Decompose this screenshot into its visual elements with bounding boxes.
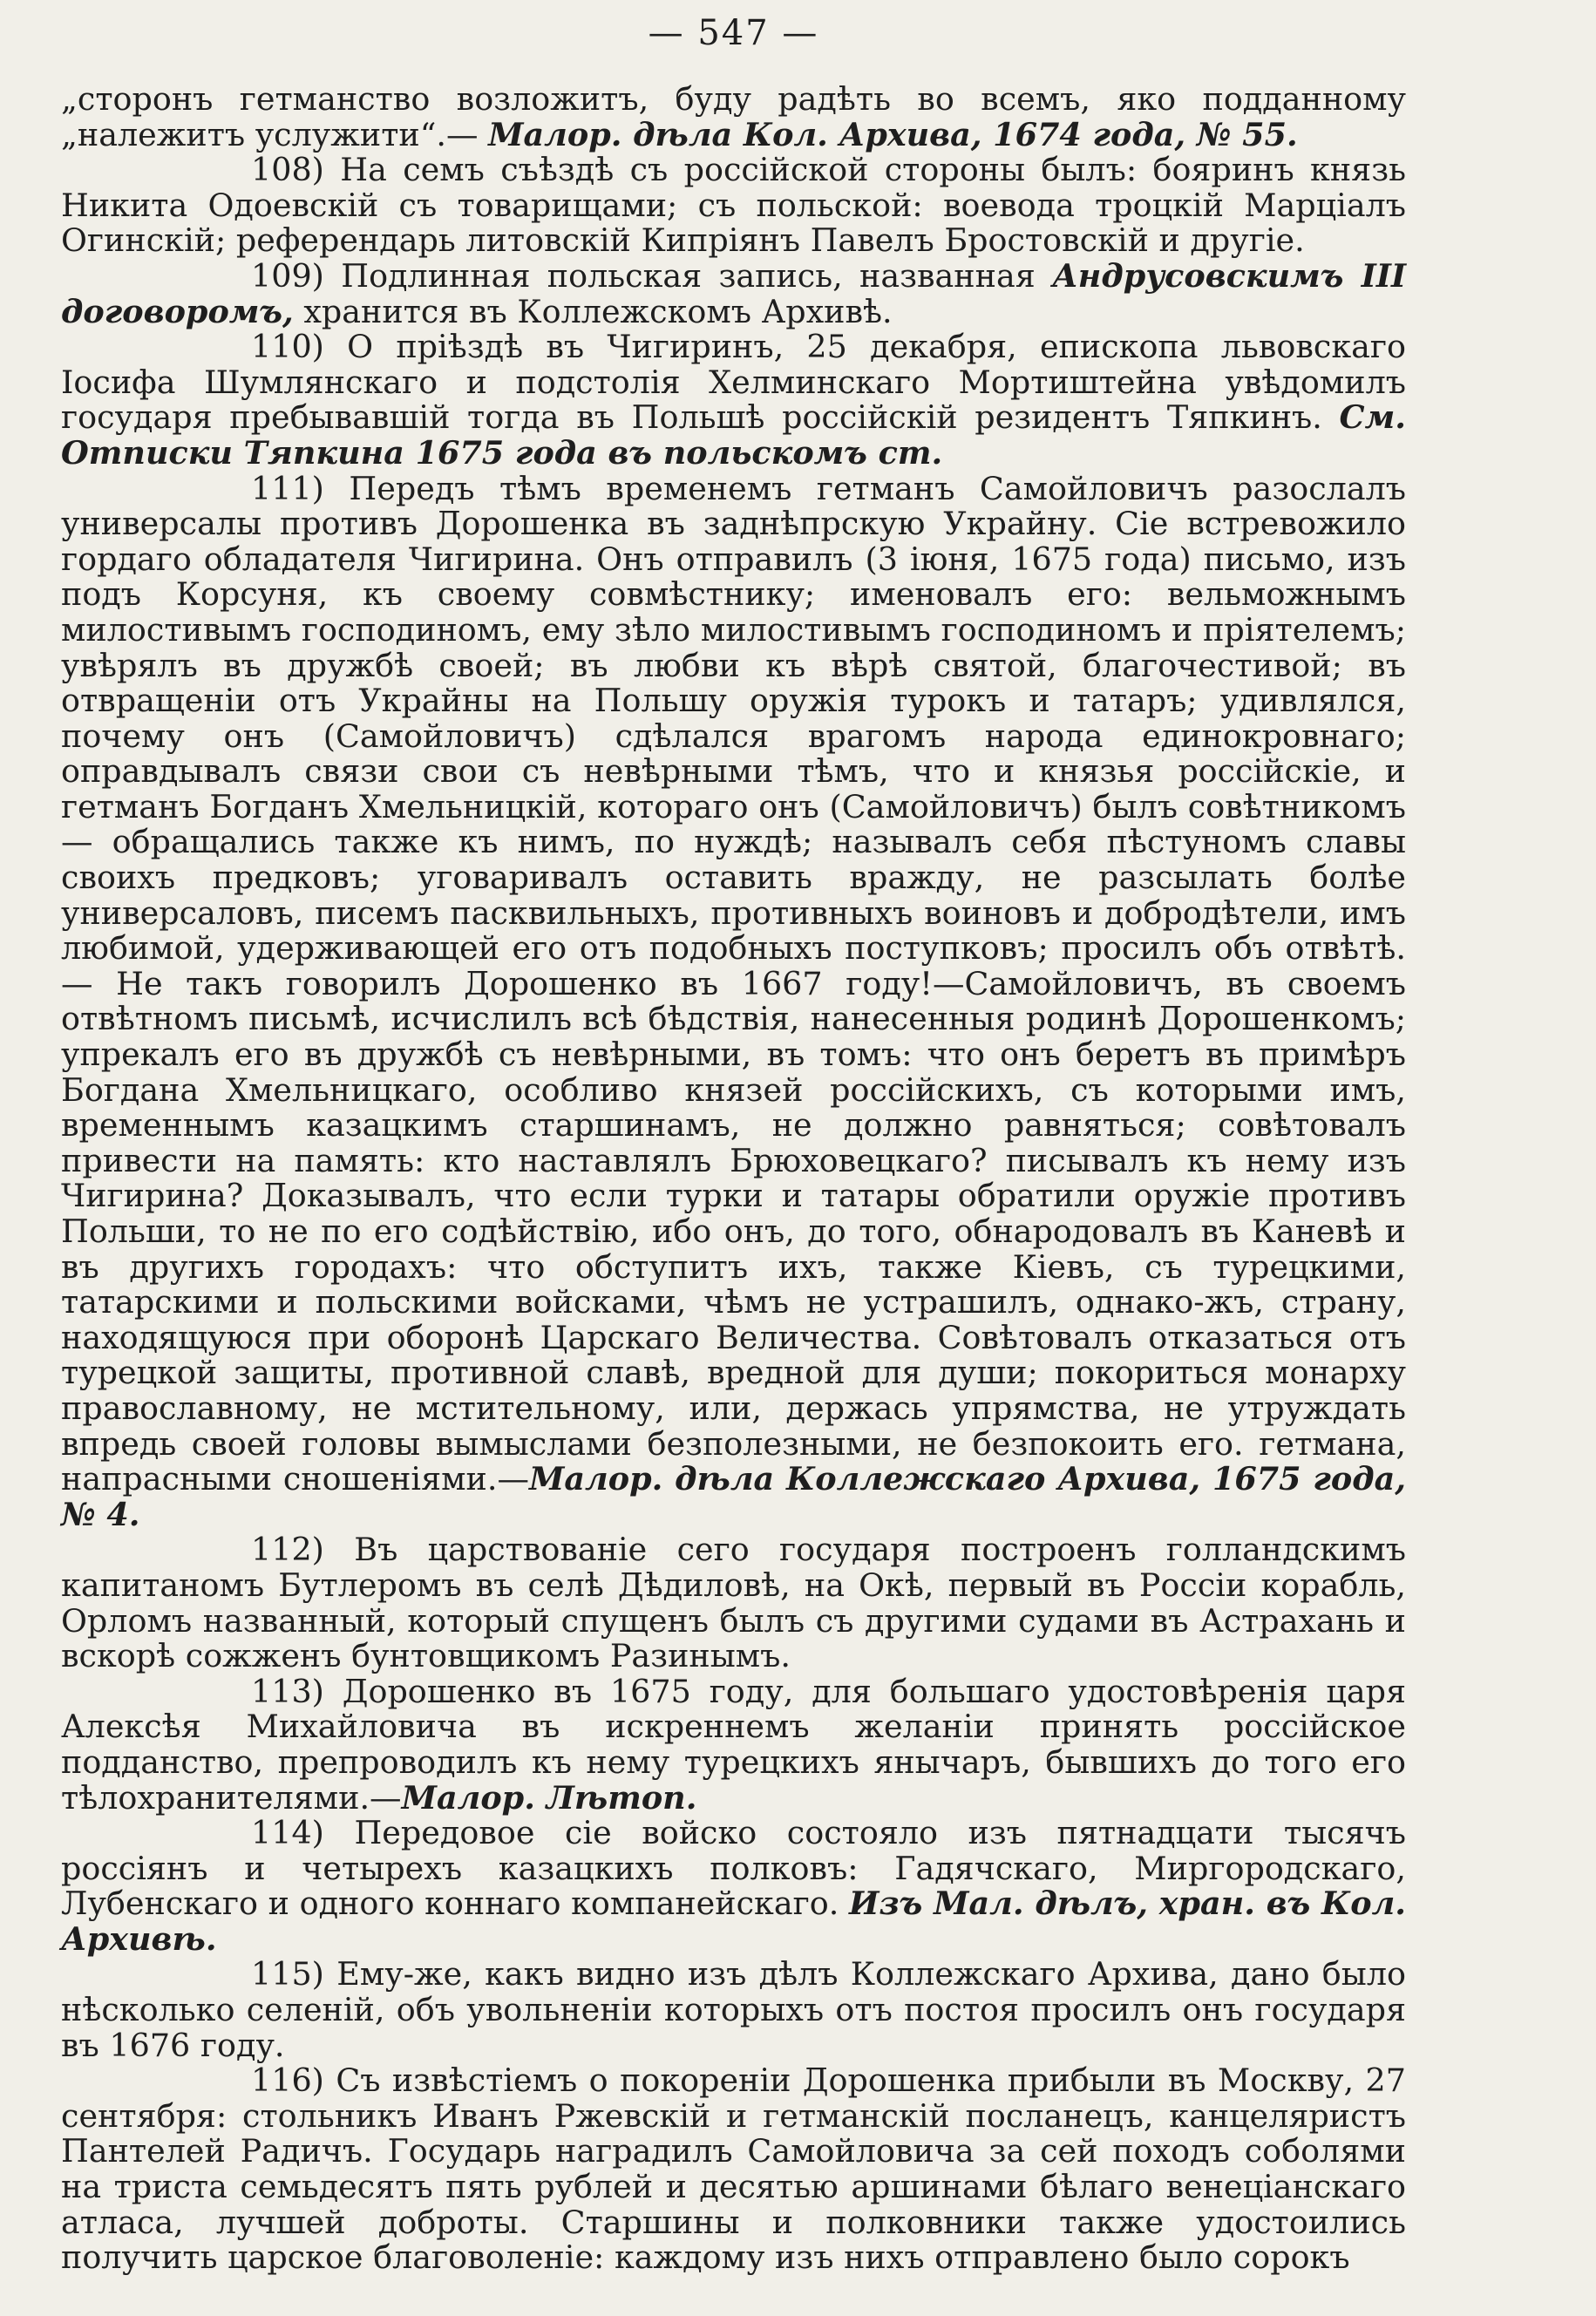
footnote-116 xyxy=(61,2063,1406,2276)
source-reference: Андрусовскимъ III договоромъ, xyxy=(61,256,1407,330)
source-reference: Изъ Мал. дѣлъ, хран. въ Кол. Архивѣ. xyxy=(61,1885,1407,1958)
footnote-number: 109) xyxy=(251,256,324,295)
footnote-114 xyxy=(61,1816,1406,1957)
paragraph-text: Подлинная польская запись, названная xyxy=(341,256,1036,295)
paragraph-text: Передъ тѣмъ временемъ гетманъ Самойловичъ разослалъ универсалы противъ Дорошенка въ заднѣпрскую Украйну. Сіе встревожило гордаго обладателя Чигирина. Онъ отправилъ (3 іюня, 1675 года) письмо, изъ подъ Корсуня, къ своему совмѣстнику; именовалъ его: вельможнымъ милостивымъ господиномъ, ему зѣло милостивымъ господиномъ и пріятелемъ; увѣрялъ въ дружбѣ своей; въ любви къ вѣрѣ святой, благочестивой; въ отвращеніи отъ Украйны на Польшу оружія турокъ и татаръ; удивлялся, почему онъ (Самойловичъ) сдѣлался врагомъ народа единокровнаго; оправдывалъ связи свои съ невѣрными тѣмъ, что и князья россійскіе, и гетманъ Богданъ Хмельницкій, котораго онъ (Самойловичъ) былъ совѣтникомъ— обращались также къ нимъ, по нуждѣ; называлъ себя пѣстуномъ славы своихъ предковъ; уговаривалъ оставить вражду, не разсылать болѣе универсаловъ, писемъ пасквильныхъ, противныхъ воиновъ и добродѣтели, имъ любимой, удерживающей его отъ подобныхъ поступковъ; просилъ объ отвѣтѣ.— Не такъ говорилъ Дорошенко въ 1667 году!—Самойловичъ, въ своемъ отвѣтномъ письмѣ, исчислилъ всѣ бѣдствія, нанесенныя родинѣ Дорошенкомъ; упрекалъ его въ дружбѣ съ невѣрными, въ томъ: что онъ беретъ въ примѣръ Богдана Хмельницкаго, особливо князей россійскихъ, съ которыми имъ, временнымъ казацкимъ старшинамъ, не должно равняться; совѣтовалъ привести на память: кто наставлялъ Брюховецкаго? писывалъ къ нему изъ Чигирина? Доказывалъ, что если турки и татары обратили оружіе противъ Польши, то не по его содѣйствію, ибо онъ, до того, обнародовалъ въ Каневѣ и въ другихъ городахъ: что обступитъ ихъ, также Кіевъ, съ турецкими, татарскими и польскими войсками, чѣмъ не устрашилъ, однако-жъ, страну, находящуюся при оборонѣ Царскаго Величества. Совѣтовалъ отказаться отъ турецкой защиты, противной славѣ, вредной для души; покориться монарху православному, не мстительному, или, держась упрямства, не утруждать впредь своей головы вымыслами безполезными, не безпокоить его. гетмана, напрасными сношеніями.— xyxy=(61,469,1407,1498)
paragraph-text: „сторонъ гетманство возложитъ, буду радѣть во всемъ, яко подданному „належитъ услужити“.— xyxy=(61,80,1406,153)
paragraph-text: На семъ съѣздѣ съ россійской стороны былъ: бояринъ князь Никита Одоевскій съ товарищами; съ польской: воевода троцкій Марціалъ Огинскій; референдарь литовскій Кипріянъ Павелъ Бростовскій и другіе. xyxy=(61,151,1406,260)
paragraph-intro xyxy=(61,82,1406,153)
footnote-number: 113) xyxy=(251,1672,324,1710)
footnote-number: 108) xyxy=(251,151,324,189)
source-reference: Малор. дѣла Коллежскаго Архива, 1675 года, № 4. xyxy=(61,1460,1406,1533)
footnote-number: 110) xyxy=(251,328,324,366)
footnote-number: 115) xyxy=(251,1955,324,1993)
footnote-number: 111) xyxy=(251,469,324,507)
footnote-109 xyxy=(61,256,1407,330)
footnote-112 xyxy=(61,1532,1406,1674)
paragraph-text: Въ царствованіе сего государя построенъ голландскимъ капитаномъ Бутлеромъ въ селѣ Дѣдиловѣ, на Окѣ, первый въ Россіи корабль, Орломъ названный, который спущенъ былъ съ другими судами въ Астрахань и вскорѣ сожженъ бунтовщикомъ Разинымъ. xyxy=(61,1531,1406,1675)
footnote-108 xyxy=(61,153,1406,259)
paragraph-text: Ему-же, какъ видно изъ дѣлъ Коллежскаго Архива, дано было нѣсколько селеній, объ увольненіи которыхъ отъ постоя просилъ онъ государя въ 1676 году. xyxy=(61,1955,1406,2064)
page-number: — 547 — xyxy=(648,13,819,53)
source-reference: См. Отписки Тяпкина 1675 года въ польскомъ ст. xyxy=(61,398,1406,472)
footnote-113 xyxy=(61,1674,1406,1816)
paragraph-text: Передовое сіе войско состояло изъ пятнадцати тысячъ россіянъ и четырехъ казацкихъ полковъ: Гадячскаго, Миргородскаго, Лубенскаго и одного коннаго компанейскаго. xyxy=(61,1814,1406,1923)
footnote-number: 112) xyxy=(251,1531,324,1569)
paragraph-text-tail: хранится въ Коллежскомъ Архивѣ. xyxy=(303,292,893,330)
paragraph-text: Дорошенко въ 1675 году, для большаго удостовѣренія царя Алексѣя Михайловича въ искреннемъ желаніи принять россійское подданство, препроводилъ къ нему турецкихъ янычаръ, бывшихъ до того его тѣлохранителями.— xyxy=(61,1672,1406,1817)
paragraph-text: Съ извѣстіемъ о покореніи Дорошенка прибыли въ Москву, 27 сентября: стольникъ Иванъ Ржевскій и гетманскій посланецъ, канцеляристъ Пантелей Радичъ. Государь наградилъ Самойловича за сей походъ соболями на триста семьдесятъ пять рублей и десятью аршинами бѣлаго венеціанскаго атласа, лучшей доброты. Старшины и полковники также удостоились получить царское благоволеніе: каждому изъ нихъ отправлено было сорокъ xyxy=(61,2061,1407,2277)
source-reference: Малор. дѣла Кол. Архива, 1674 года, № 55. xyxy=(488,115,1298,153)
footnote-number: 116) xyxy=(251,2061,324,2100)
footnote-115 xyxy=(61,1957,1406,2063)
footnote-number: 114) xyxy=(251,1814,324,1852)
footnote-111 xyxy=(61,469,1407,1533)
source-reference: Малор. Лѣтоп. xyxy=(401,1778,697,1817)
footnote-110 xyxy=(61,329,1406,471)
paragraph-text: О пріѣздѣ въ Чигиринъ, 25 декабря, епископа львовскаго Іосифа Шумлянскаго и подстолія Хелминскаго Мортиштейна увѣдомилъ государя пребывавшій тогда въ Польшѣ россійскій резидентъ Тяпкинъ. xyxy=(61,328,1406,437)
